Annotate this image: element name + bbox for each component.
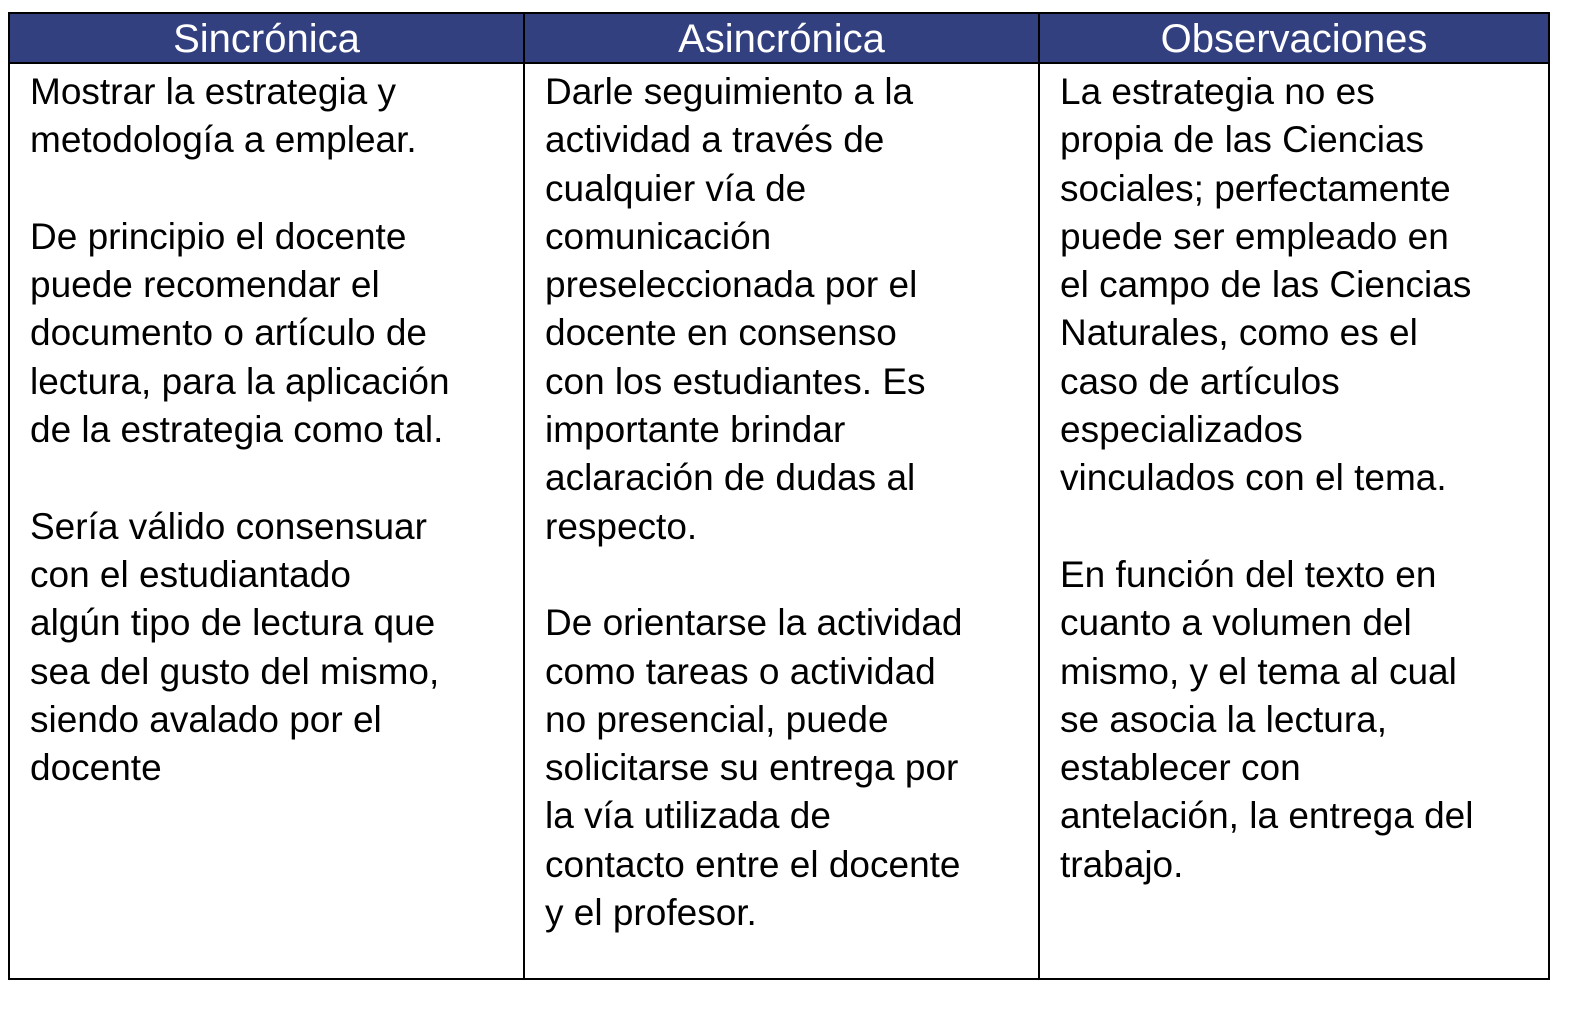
table-body-row	[10, 64, 1548, 978]
header-sincronica: Sincrónica	[10, 14, 525, 62]
observaciones-paragraph-1: La estrategia no es propia de las Ciencias sociales; perfectamente puede ser empleado en el campo de las Ciencias Naturales, como es el caso de artículos especializados vinculados con el tema.	[1060, 71, 1472, 499]
cell-asincronica	[525, 64, 1040, 978]
sincronica-paragraph-1: Mostrar la estrategia y metodología a emplear.	[30, 71, 417, 161]
cell-sincronica	[10, 64, 525, 978]
asincronica-paragraph-1: Darle seguimiento a la actividad a través de cualquier vía de comunicación preseleccionada por el docente en consenso con los estudiantes. Es importante brindar aclaración de dudas al respecto.	[545, 71, 926, 547]
header-observaciones: Observaciones	[1160, 17, 1428, 61]
sincronica-paragraph-3: Sería válido consensuar con el estudiantado algún tipo de lectura que sea del gusto del mismo, siendo avalado por el docente	[30, 505, 440, 789]
asincronica-paragraph-2: De orientarse la actividad como tareas o actividad no presencial, puede solicitarse su entrega por la vía utilizada de contacto entre el docente y el profesor.	[545, 602, 963, 934]
table-header-row	[10, 14, 1548, 64]
cell-observaciones	[1040, 64, 1548, 978]
header-asincronica: Asincrónica	[525, 14, 1040, 62]
sincronica-paragraph-2: De principio el docente puede recomendar el documento o artículo de lectura, para la aplicación de la estrategia como tal.	[30, 215, 450, 451]
comparison-table	[8, 12, 1550, 980]
observaciones-paragraph-2: En función del texto en cuanto a volumen del mismo, y el tema al cual se asocia la lectura, establecer con antelación, la entrega del trabajo.	[1060, 553, 1474, 885]
